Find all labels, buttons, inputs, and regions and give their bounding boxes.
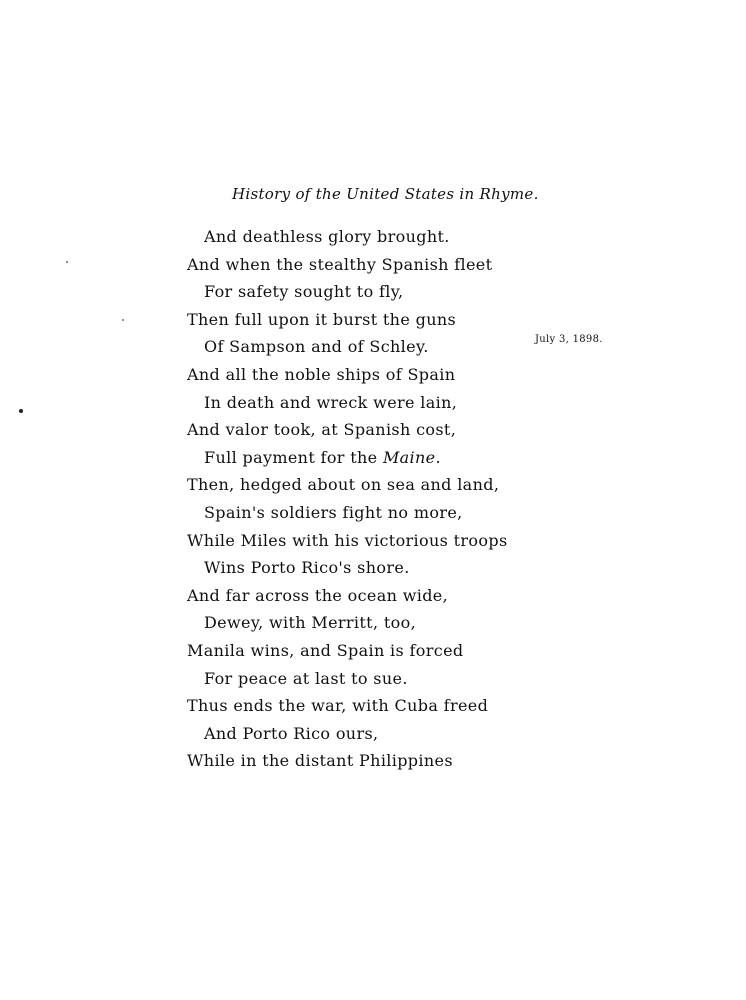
poem-stanza [187, 223, 508, 775]
poem-line-9-punct: . [435, 447, 441, 467]
poem-line-15: Dewey, with Merritt, too, [204, 613, 417, 633]
poem-line-20: While in the distant Philippines [187, 751, 453, 771]
running-head-title: History of the United States in Rhyme. [232, 185, 539, 203]
poem-line-8: And valor took, at Spanish cost, [187, 420, 457, 440]
ink-speck [66, 261, 68, 263]
poem-line-5: Of Sampson and of Schley. [204, 337, 429, 357]
poem-line-2: And when the stealthy Spanish fleet [187, 254, 493, 274]
poem-line-1: And deathless glory brought. [204, 227, 450, 246]
poem-line-7: In death and wreck were lain, [204, 392, 458, 412]
ink-speck [19, 409, 23, 413]
poem-line-13: Wins Porto Rico's shore. [204, 558, 410, 578]
poem-line-9 [187, 444, 508, 472]
poem-line-19: And Porto Rico ours, [204, 723, 379, 743]
poem-line-4: Then full upon it burst the guns [187, 309, 457, 329]
poem-line-17: For peace at last to sue. [204, 668, 408, 688]
poem-line-14: And far across the ocean wide, [187, 585, 449, 605]
poem-line-12: While Miles with his victorious troops [187, 530, 508, 550]
ink-speck [122, 319, 124, 321]
poem-line-10: Then, hedged about on sea and land, [187, 475, 500, 495]
poem-line-3: For safety sought to fly, [204, 282, 404, 302]
poem-line-16: Manila wins, and Spain is forced [187, 640, 464, 660]
poem-line-9-text: Full payment for the [204, 447, 383, 467]
poem-line-18: Thus ends the war, with Cuba freed [187, 696, 489, 716]
poem-line-6: And all the noble ships of Spain [187, 364, 456, 384]
margin-date-note: July 3, 1898. [535, 334, 603, 345]
ship-name-maine: Maine [382, 447, 436, 467]
poem-line-11: Spain's soldiers fight no more, [204, 502, 463, 522]
